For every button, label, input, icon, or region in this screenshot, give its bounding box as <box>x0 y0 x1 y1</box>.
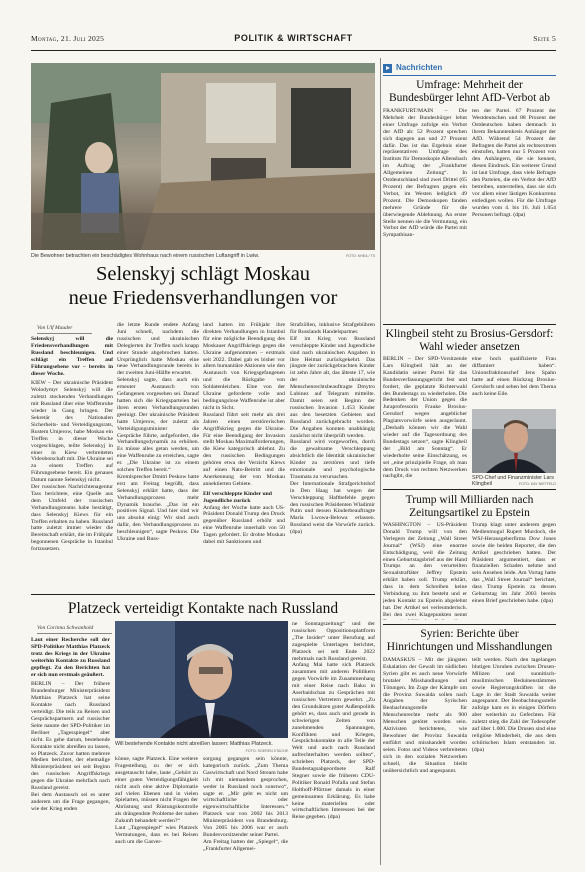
syrien-column-1: DAMASKUS – Mit der jüngsten Eskalation der Gewalt im südlichen Syrien gibt es auch neue Vorwürfe brutaler Misshandlungen und Tötungen. Im Zuge der Kämpfe um die Provinz Suwaida sollen nach Angaben der Syrischen Beobachtungsstelle für Menschenrechte mehr als 900 Menschen getötet worden sein. Aktivisten berichteten, wie Bewohner der Provinz Suwaida entführt und misshandelt worden seien. Fotos und Videos verbreiteten sich in den sozialen Netzwerken schnell, die Situation bleibt unübersichtlich und angespannt. <box>383 657 467 774</box>
lead-photo-credit: FOTO: KHEA / TS <box>345 254 375 258</box>
umfrage-column-2: ten der Partei. 67 Prozent der Westdeutschen und 88 Prozent der Ostdeutschen haben demnach in ihrem Bekanntenkreis Anhänger der AfD. Während 54 Prozent der Befragten die Partei als rechtsextrem einstufen, hatten nur 5 Prozent von den Anhängern, die sie kennen, diesen Eindruck. Ein weiterer Grund ist laut Umfrage, dass viele Befragte den Parteien, die ein Verbot der AfD betreiben, unterstellen, dass sie sich vor allem einer lästigen Konkurrenz entledigen wollen. Für die Umfrage wurden vom 4. bis 16. Juli 1.054 Personen befragt. (dpa) <box>472 108 556 218</box>
platzeck-photo <box>115 621 288 738</box>
lead-headline: Selenskyj schlägt Moskau neue Friedensverhandlungen vor <box>68 263 338 309</box>
lead-column-3: land hatten im Frühjahr ihre direkten Verhandlungen in Istanbul für eine mögliche Beendigung des Moskauer Angriffskriegs gegen die Ukraine aufgenommen – erstmals seit 2022. Dabei gab es bisher vor allem humanitäre Aktionen wie den Austausch von Kriegsgefangenen und die Rückgabe von Soldatenleichen. Eine von der Ukraine geforderte volle und bedingungslose Waffenruhe ist aber nicht in Sicht. Russland führt seit mehr als drei Jahren einen zerstörerischen Angriffskrieg gegen die Ukraine. Für eine Beendigung der Invasion stellt Moskau Maximalforderungen, die Kiew kategorisch ablehnt. Zu den russischen Bedingungen gehören etwa der Verzicht Kiews auf einen Nato-Beitritt und die Anerkennung der von Moskau annektierten Gebiete. Elf verschleppte Kinder und Jugendliche zurück Anfang der Woche hatte auch US-Präsident Donald Trump den Druck gegenüber Russland erhöht und eine Waffenruhe innerhalb von 50 Tagen gefordert. Er drohte Moskau dabei mit Sanktionen und <box>203 322 285 546</box>
column-divider <box>380 58 381 865</box>
klingbeil-headline: Klingbeil steht zu Brosius-Gersdorf: Wahl wieder ansetzen <box>385 328 554 353</box>
lead-column-4: Strafzöllen, inklusive Strafgebühren für Russlands Handelspartner. Elf im Krieg von Russland verschleppte Kinder und Jugendliche sind nach ukrainischen Angaben in ihre Heimat zurückgekehrt. Das jüngste der zurückgebrachten Kinder ist zehn Jahre alt, das älteste 17, wie der ukrainische Menschenrechtsbeauftragte Dmytro Lubinez auf Telegram mitteilte. Damit seien seit Beginn der russischen Invasion 1.453 Kinder aus den besetzten Gebieten und Russland zurückgebracht worden. Die Angaben konnten unabhängig zunächst nicht überprüft werden. Russland wird vorgeworfen, durch die gewaltsame Verschleppung absichtlich die Identität ukrainischer Kinder zu zerstören und tiefe emotionale und psychologische Traumata zu verursachen. Der Internationale Strafgerichtshof in Den Haag hat wegen der Verschleppung Haftbefehle gegen den russischen Präsidenten Wladimir Putin und dessen Kinderbeauftragte Maria Lwowa-Belowa erlassen. Russland weist die Vorwürfe zurück. (dpa) <box>290 322 375 536</box>
byline-rule <box>37 333 92 334</box>
klingbeil-photo-caption: SPD-Chef und Finanzminister Lars Klingbeil <box>472 475 554 487</box>
platzeck-photo-caption: Will bestehende Kontakte nicht abreißen lassen: Matthias Platzeck. <box>115 741 273 747</box>
syrien-headline: Syrien: Berichte über Hinrichtungen und Misshandlungen <box>386 628 553 653</box>
lead-photo <box>31 63 375 250</box>
platzeck-headline: Platzeck verteidigt Kontakte nach Russland <box>67 600 339 617</box>
lead-column-2: die letzte Runde endete Anfang Juni schnell, nachdem die russischen und ukrainischen Delegierten ihr Treffen nach knapp einer Stunde abgebrochen hatten. Ursprünglich hatte Moskau eine neue Verhandlungsrunde bereits in der zweiten Juni-Hälfte erwartet. Selenskyj sagte, dass auch ein erneuter Austausch von Gefangenen vorgesehen sei. Darauf hatten sich die Kriegsparteien bei ihren ersten Verhandlungsrunden geeinigt. Der ukrainische Präsident hatte Umjerow, der zuletzt als Verteidigungsminister die Gespräche führte, aufgefordert, die Verhandlungsdynamik zu erhöhen. Es müsse alles getan werden, um eine Waffenruhe zu erreichen, sagte er. „Die Ukraine ist zu einem solchen Treffen bereit.“ Kremlsprecher Dmitri Peskow hatte erst am Freitag begrüßt, dass Selenskyj erklärt hatte, dass der Verhandlungsprozess mehr Dynamik brauche. „Das ist ein positives Signal. Und hier sind wir uns absolut einig: Wir sind auch dafür, den Verhandlungsprozess zu beschleunigen“, sagte Peskow. Die Ukraine und Russ- <box>117 322 199 543</box>
byline-rule <box>37 633 112 634</box>
klingbeil-photo <box>472 409 556 473</box>
trump-column-2: Trump klagt unter anderem gegen Medienmogul Rupert Murdoch, die WSJ-Herausgeberfirma Dow Jones sowie die beiden Reporter, die den Artikel geschrieben hatten. Der Präsident argumentiert, dass er finanziellen Schaden nehme und sein Ansehen leide. Am Vortag hatte das „Wall Street Journal“ berichtet, dass Trump Epstein zu dessen Geburtstag im Jahr 2003 bereits einen Brief geschrieben habe. (dpa) <box>472 522 556 604</box>
platzeck-column-3: sorgung gegangen sein könnte, kategorisch zurück. „Zum Thema Gaswirtschaft und Nord Stream habe ich mit niemandem gesprochen, weder in Russland noch sonstwo“, sagte er. „Mir geht es nicht um wirtschaftliche oder eigenwirtschaftliche Interessen.“ Platzeck war von 2002 bis 2013 Ministerpräsident von Brandenburg. Von 2005 bis 2006 war er auch Bundesvorsitzender seiner Partei. Am Freitag hatten der „Spiegel“, die „Frankfurter Allgemei- <box>203 756 288 852</box>
lead-photo-caption: Die Bewohner betrachten ein beschädigtes Wohnhaus nach einem russischen Luftangriff in Lwiw. <box>31 253 260 259</box>
issue-date: Montag, 21. Juli 2025 <box>31 34 105 43</box>
lead-column-1: Selenskyj will die Friedensverhandlungen mit Russland beschleunigen. Und schlägt ein Treffen auf Führungsebene vor – bereits in dieser Woche. KIEW – Der ukrainische Präsident Wolodymyr Selenskyj will die zuletzt stockenden Verhandlungen mit Russland über eine Waffenruhe wieder in Gang bringen. Der Sekretär des Nationalen Sicherheits- und Verteidigungsrats, Rustem Umjerow, habe Moskau ein Treffen in dieser Woche vorgeschlagen, teilte Selenskyj in einer in Kiew verbreiteten Videobotschaft mit. Die Ukraine sei zu einem Treffen auf Führungsebene bereit. Ein genaues Datum nannte Selenskyj nicht. Der russischen Nachrichtenagentur Tass berichtete, eine Quelle aus dem Umfeld der russischen Verhandlungsteams habe bestätigt, dass Selenskyj Kiews für ein Treffen erhalten zu haben. Russland hatte zuletzt immer wieder die Bereitschaft erklärt, die im Frühjahr begonnenen Gespräche in Istanbul fortzusetzen. <box>31 336 113 553</box>
divider <box>383 489 556 490</box>
klingbeil-column-1: BERLIN – Der SPD-Vorsitzende Lars Klingbeil hält an der Kandidatin seiner Partei für das Bundesverfassungsgericht fest und fordert, die geplatzte Richterwahl des Bundestags zu wiederholen. Die Bedenken der Union gegen die Juraprofessorin Frauke Brosius-Gersdorf wegen angeblicher Plagiatsvorwürfe seien ausgeräumt. „Deshalb können wir die Wahl wieder auf die Tagesordnung des Bundestags setzen“, sagte Klingbeil der „Bild am Sonntag“. Er wiederholte seine Einschätzung, es sei „eine prinzipielle Frage, ob man dem Druck von rechten Netzwerken nachgibt, die <box>383 356 467 480</box>
tag-rule <box>383 75 556 76</box>
umfrage-column-1: FRANKFURT/MAIN – Die Mehrheit der Bundesbürger lehnt einer Umfrage zufolge ein Verbot der AfD ab: 52 Prozent sprechen sich dagegen aus und 27 Prozent dafür. Das ist das Ergebnis einer repräsentativen Umfrage des Instituts für Demoskopie Allensbach im Auftrag der „Frankfurter Allgemeinen Zeitung“. In Ostdeutschland sind zwei Drittel (65 Prozent) der Befragten gegen ein Verbot, im Westen lediglich 49 Prozent. Die Demoskopen fanden mehrere Gründe für die überwiegende Ablehnung. An erster Stelle nennen sie die Vermutung, ein Verbot der AfD würde die Partei mit Sympathisan- <box>383 108 467 239</box>
header-rule <box>31 50 556 51</box>
platzeck-photo-credit: FOTO: SOEREN STACHE <box>245 749 288 753</box>
page-number: Seite 5 <box>533 34 556 43</box>
trump-column-1: WASHINGTON – US-Präsident Donald Trump will von den Verlegern der Zeitung „Wall Street Journal“ (WSJ) eine enorme Entschädigung, weil die Zeitung einen Geburtstagsbrief aus der Hand Trumps an den verurteilten Sexualstraftäter Jeffrey Epstein erklärt haben soll. Trump erklärt, dass in dem Schreiben keine Verbindung zu ihm besteht und er jeden Kontakt zu Epstein abgelehnt hat. Der Artikel sei verleumderisch. Bei den zwei Klagepunkten nennt <box>383 522 467 618</box>
trump-headline: Trump will Milliarden nach Zeitungsartikel zu Epstein <box>405 494 534 519</box>
klingbeil-column-2: eine hoch qualifizierte Frau diffamiert haben“. Unionsfraktionschef Jens Spahn hatte auf einen Rückzug Brosius-Gersdorfs und sehen bei dem Thema auch keine Eile. <box>472 356 556 397</box>
syrien-column-2: teilt werden. Nach den tagelangen blutigen Unruhen zwischen Drusen-Milizen und sunnitisch-muslimischen Beduinenstämmen sowie Regierungskräften ist die Lage in der Stadt Suwaida weiter angespannt. Der Beobachtungsstelle zufolge kam es in einigen Dörfern aber weiterhin zu Gefechten. Für zuletzt stieg die Zahl der Todesopfer auf über 1.000. Die Drusen sind eine religiöse Minderheit, die aus dem schiitischen Islam entstanden ist. (dpa) <box>472 657 556 753</box>
platzeck-column-4: ne Sonntagszeitung“ und der russischen Oppositionsplattform „The Insider“ unter Berufung auf zugespielte Unterlagen berichtet, Platzeck sei seit Ende 2022 mehrmals nach Russland gereist. Anfang Mai hatte sich Platzeck zusammen mit anderen Politikern gegen Vorwürfe im Zusammenhang mit einer Reise nach Baku in Aserbaidschan zu Gesprächen mit russischen Vertretern gewehrt. „Zu den Grundsätzen guter Außenpolitik gehört es, dass auch und gerade in schwierigen Zeiten von zunehmenden Spannungen, Konflikten und Kriegen, Gesprächskontakte in alle Teile der Welt und auch nach Russland aufrechterhalten werden sollten“, schrieben Platzeck, der SPD-Bundestagsabgeordnete Ralf Stegner sowie die früheren CDU-Politiker Ronald Pofalla und Stefan Holthoff-Pförtner damals in einer gemeinsamen Erklärung. Es habe keine materiellen oder wirtschaftlichen Interessen bei der Reise gegeben. (dpa) <box>292 621 375 821</box>
play-icon <box>383 64 392 73</box>
klingbeil-photo-credit: FOTO: KAY NIETFELD <box>518 482 556 486</box>
lead-byline: Von Ulf Mauder <box>37 325 73 331</box>
section-title: POLITIK & WIRTSCHAFT <box>234 33 353 43</box>
page-header <box>31 30 556 50</box>
section-divider <box>31 594 375 595</box>
umfrage-headline: Umfrage: Mehrheit der Bundesbürger lehnt AfD-Verbot ab <box>388 79 551 104</box>
platzeck-byline: Von Corinna Schwanhold <box>37 625 94 631</box>
platzeck-column-2: könne, sagte Platzeck. Eine weitere Fragestellung, zu der er sich ausgetauscht habe, laute „Gehört zu einer guten Verteidigungsfähigkeit nicht auch eine aktive Diplomatie auf vielen Ebenen und in vielen Spielarten, müssen nicht Fragen der Abrüstung und Rüstungskontrolle als drängendste Probleme der nahen Zukunft behandelt werden?“ Laut „Tagesspiegel“ wies Platzeck Vermutungen, dass es bei Reisen auch um die Gasver- <box>115 756 198 845</box>
news-tag: Nachrichten <box>383 63 556 74</box>
platzeck-column-1: Laut einer Recherche soll der SPD-Politiker Matthias Platzeck trotz des Kriegs in der Ukraine weiterhin Kontakte zu Russland gepflegt. Zu den Berichten hat er sich nun erstmals geäußert. BERLIN – Der frühere Brandenburger Ministerpräsident Matthias Platzeck hat seine Kontakte nach Russland verteidigt. Die teils zu Reisen und Gesprächspartnern auf russischer Seite nannte der SPD-Politiker im Berliner „Tagesspiegel“ aber nicht. Es gehe darum, bestehende Kontakte nicht abreißen zu lassen, so Platzeck. Zuvor hatten mehrere Medien berichtet, der ehemalige Ministerpräsident sei seit Beginn des russischen Angriffskriegs gegen die Ukraine mehrfach nach Russland gereist. Bei dem Austausch sei es unter anderem um die Frage gegangen, wie der Krieg enden <box>31 637 110 812</box>
divider <box>383 324 556 325</box>
divider <box>383 624 556 625</box>
